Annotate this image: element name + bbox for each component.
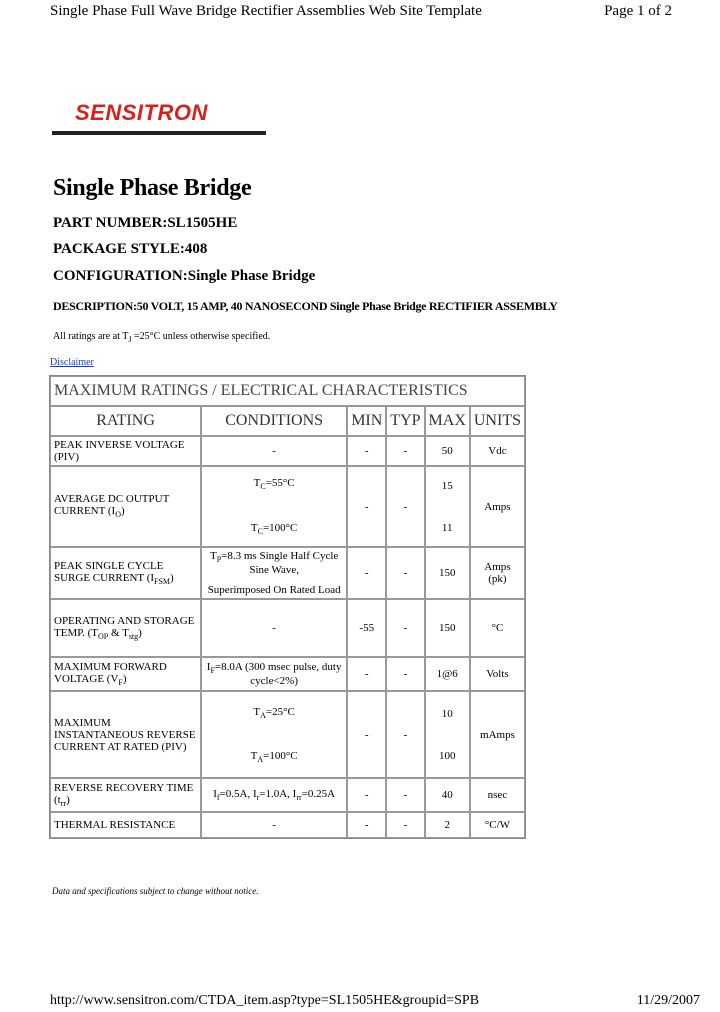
print-footer-date: 11/29/2007 <box>636 993 700 1008</box>
units-cell: Vdc <box>470 436 525 466</box>
col-header-rating: RATING <box>50 406 201 436</box>
col-header-units: UNITS <box>470 406 525 436</box>
units-cell: °C/W <box>470 812 525 838</box>
units-cell: Volts <box>470 657 525 691</box>
rating-cell: OPERATING AND STORAGE TEMP. ($T_{OP}$ & $T_{stg}$) <box>50 599 201 657</box>
rating-cell: PEAK INVERSE VOLTAGE (PIV) <box>50 436 201 466</box>
part-number: PART NUMBER:SL1505HE <box>53 215 238 231</box>
description: DESCRIPTION:50 VOLT, 15 AMP, 40 NANOSECOND Single Phase Bridge RECTIFIER ASSEMBLY <box>53 299 558 313</box>
max-cell: 50 <box>425 436 470 466</box>
typ-cell: - <box>386 599 424 657</box>
min-cell: - <box>347 657 386 691</box>
table-row <box>50 436 525 466</box>
conditions-cell: $I_F=8.0A$ (300 msec pulse, duty cycle<2%) <box>201 657 347 691</box>
ratings-table <box>49 375 526 839</box>
print-header-title: Single Phase Full Wave Bridge Rectifier Assemblies Web Site Template <box>50 3 482 19</box>
table-row <box>50 778 525 812</box>
typ-cell: - <box>386 466 424 547</box>
sensitron-logo[interactable]: SENSITRON <box>75 100 208 125</box>
table-section-title: MAXIMUM RATINGS / ELECTRICAL CHARACTERISTICS <box>50 376 525 406</box>
units-cell: Amps (pk) <box>470 547 525 599</box>
rating-cell: REVERSE RECOVERY TIME $(t_{rr})$ <box>50 778 201 812</box>
package-style: PACKAGE STYLE:408 <box>53 241 208 257</box>
max-cell: 150 <box>425 599 470 657</box>
configuration: CONFIGURATION:Single Phase Bridge <box>53 268 316 284</box>
rating-cell: MAXIMUM INSTANTANEOUS REVERSE CURRENT AT RATED (PIV) <box>50 691 201 778</box>
col-header-max: MAX <box>425 406 470 436</box>
page-title: Single Phase Bridge <box>53 175 252 201</box>
units-cell: °C <box>470 599 525 657</box>
conditions-cell: $T_P=8.3$ ms Single Half Cycle Sine Wave, Superimposed On Rated Load <box>201 547 347 599</box>
max-cell: 1@6 <box>425 657 470 691</box>
min-cell: - <box>347 778 386 812</box>
units-cell: nsec <box>470 778 525 812</box>
table-row <box>50 691 525 778</box>
col-header-conditions: CONDITIONS <box>201 406 347 436</box>
table-row <box>50 547 525 599</box>
conditions-cell: - <box>201 436 347 466</box>
table-column-header-row <box>50 406 525 436</box>
conditions-cell: $T_C=55^\circ C$ $T_C=100^\circ C$ <box>201 466 347 547</box>
ratings-note: All ratings are at $T_J =25^\circ C$ unless otherwise specified. <box>53 331 271 344</box>
footnote: Data and specifications subject to change without notice. <box>52 886 259 896</box>
max-cell: 40 <box>425 778 470 812</box>
table-row <box>50 599 525 657</box>
conditions-cell: $T_A=25^\circ C$ $T_A=100^\circ C$ <box>201 691 347 778</box>
table-row <box>50 812 525 838</box>
units-cell: Amps <box>470 466 525 547</box>
rating-cell: PEAK SINGLE CYCLE SURGE CURRENT $(I_{FSM})$ <box>50 547 201 599</box>
typ-cell: - <box>386 657 424 691</box>
max-cell: 2 <box>425 812 470 838</box>
col-header-typ: TYP <box>386 406 424 436</box>
table-row <box>50 657 525 691</box>
table-section-header-row <box>50 376 525 406</box>
conditions-cell: - <box>201 599 347 657</box>
logo-underline-bar <box>52 131 266 135</box>
min-cell: - <box>347 466 386 547</box>
col-header-min: MIN <box>347 406 386 436</box>
ratings-table-container <box>49 375 526 839</box>
max-cell: 15 11 <box>425 466 470 547</box>
rating-cell: AVERAGE DC OUTPUT CURRENT $(I_O)$ <box>50 466 201 547</box>
typ-cell: - <box>386 436 424 466</box>
min-cell: -55 <box>347 599 386 657</box>
rating-cell: MAXIMUM FORWARD VOLTAGE $(V_F)$ <box>50 657 201 691</box>
max-cell: 10 100 <box>425 691 470 778</box>
conditions-cell: $I_f=0.5A$, $I_r=1.0A$, $I_{rr}=0.25A$ <box>201 778 347 812</box>
print-header-page: Page 1 of 2 <box>604 3 672 19</box>
typ-cell: - <box>386 778 424 812</box>
units-cell: mAmps <box>470 691 525 778</box>
table-row <box>50 466 525 547</box>
rating-cell: THERMAL RESISTANCE <box>50 812 201 838</box>
typ-cell: - <box>386 812 424 838</box>
min-cell: - <box>347 691 386 778</box>
min-cell: - <box>347 547 386 599</box>
disclaimer-link[interactable]: Disclaimer <box>50 357 94 368</box>
max-cell: 150 <box>425 547 470 599</box>
print-footer-url: http://www.sensitron.com/CTDA_item.asp?type=SL1505HE&groupid=SPB <box>50 993 480 1008</box>
typ-cell: - <box>386 547 424 599</box>
typ-cell: - <box>386 691 424 778</box>
min-cell: - <box>347 436 386 466</box>
conditions-cell: - <box>201 812 347 838</box>
min-cell: - <box>347 812 386 838</box>
